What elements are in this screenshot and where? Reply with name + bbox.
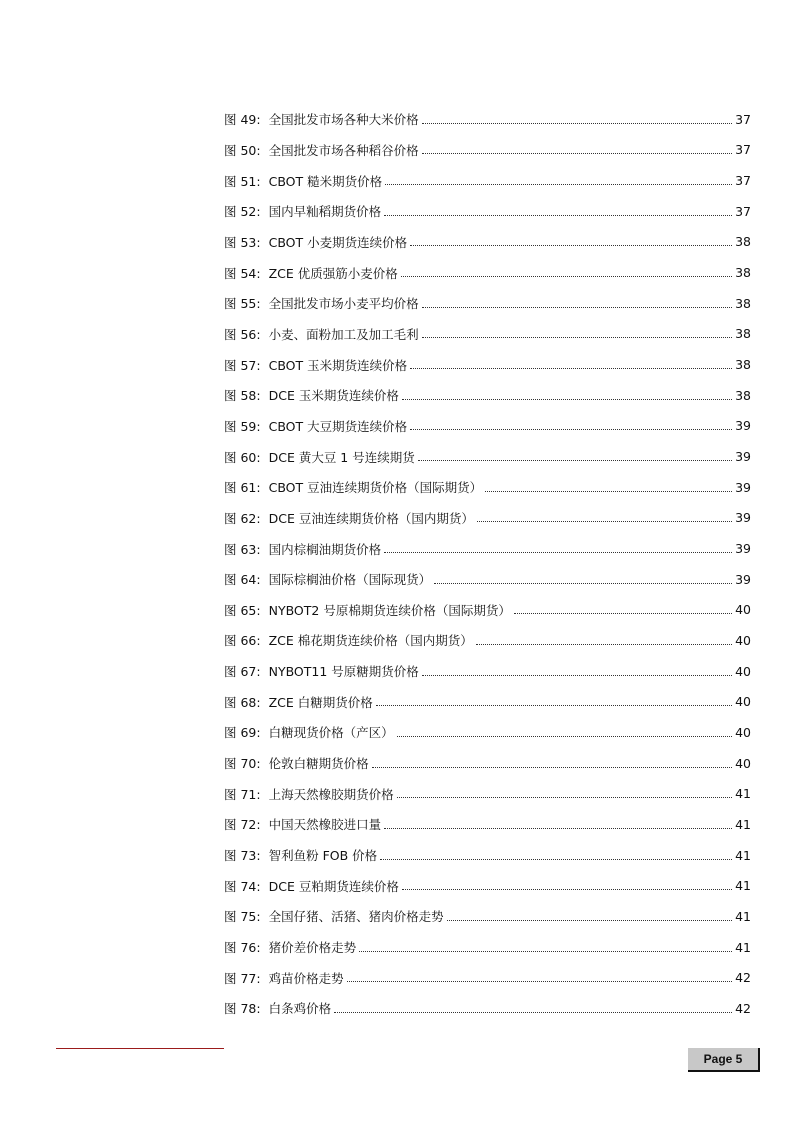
toc-entry-page: 38	[735, 357, 751, 373]
toc-entry-page: 37	[735, 173, 751, 189]
toc-entry-title: CBOT 玉米期货连续价格	[268, 357, 408, 373]
toc-entry-page: 38	[735, 387, 751, 403]
toc-entry-page: 39	[735, 571, 751, 587]
toc-entry[interactable]	[224, 993, 751, 1024]
dot-leader	[485, 491, 732, 492]
toc-entry[interactable]	[224, 135, 751, 166]
toc-entry[interactable]	[224, 656, 751, 687]
dot-leader	[422, 337, 732, 338]
toc-entry[interactable]	[224, 165, 751, 196]
toc-entry-title: 国内早籼稻期货价格	[268, 204, 382, 220]
toc-entry-title: NYBOT11 号原糖期货价格	[268, 664, 419, 680]
toc-entry-page: 41	[735, 939, 751, 955]
toc-entry[interactable]	[224, 625, 751, 656]
toc-entry-label: 图 72:	[224, 817, 261, 833]
toc-entry[interactable]	[224, 319, 751, 350]
toc-entry-label: 图 61:	[224, 480, 261, 496]
toc-entry[interactable]	[224, 196, 751, 227]
toc-entry-label: 图 55:	[224, 296, 261, 312]
toc-entry-title: 全国批发市场各种稻谷价格	[268, 142, 419, 158]
toc-entry-page: 40	[735, 694, 751, 710]
toc-entry[interactable]	[224, 227, 751, 258]
dot-leader	[422, 123, 732, 124]
toc-entry[interactable]	[224, 748, 751, 779]
toc-entry-title: 鸡苗价格走势	[268, 970, 344, 986]
toc-entry-title: 全国批发市场小麦平均价格	[268, 296, 419, 312]
toc-entry[interactable]	[224, 717, 751, 748]
dot-leader	[384, 828, 732, 829]
toc-entry[interactable]	[224, 686, 751, 717]
toc-entry-title: 中国天然橡胶进口量	[268, 817, 382, 833]
toc-entry-title: CBOT 小麦期货连续价格	[268, 234, 408, 250]
toc-entry[interactable]	[224, 932, 751, 963]
toc-entry-label: 图 75:	[224, 909, 261, 925]
dot-leader	[514, 613, 732, 614]
toc-entry-page: 41	[735, 816, 751, 832]
toc-entry[interactable]	[224, 349, 751, 380]
toc-entry[interactable]	[224, 104, 751, 135]
toc-entry-label: 图 62:	[224, 510, 261, 526]
toc-entry-title: CBOT 大豆期货连续价格	[268, 418, 408, 434]
toc-entry[interactable]	[224, 962, 751, 993]
dot-leader	[410, 245, 732, 246]
dot-leader	[401, 276, 732, 277]
toc-entry-label: 图 70:	[224, 756, 261, 772]
dot-leader	[422, 153, 732, 154]
dot-leader	[402, 399, 732, 400]
toc-entry-label: 图 64:	[224, 572, 261, 588]
toc-entry-label: 图 57:	[224, 357, 261, 373]
toc-entry[interactable]	[224, 411, 751, 442]
toc-entry-title: ZCE 白糖期货价格	[268, 694, 373, 710]
toc-entry[interactable]	[224, 533, 751, 564]
toc-entry-page: 39	[735, 449, 751, 465]
toc-entry-label: 图 58:	[224, 388, 261, 404]
toc-entry-page: 40	[735, 632, 751, 648]
toc-entry-label: 图 76:	[224, 940, 261, 956]
toc-entry-page: 39	[735, 510, 751, 526]
toc-entry-title: DCE 豆粕期货连续价格	[268, 878, 399, 894]
toc-entry-title: 白糖现货价格（产区）	[268, 725, 394, 741]
toc-entry-label: 图 51:	[224, 173, 261, 189]
toc-entry-title: 全国批发市场各种大米价格	[268, 112, 419, 128]
toc-entry-page: 41	[735, 878, 751, 894]
toc-entry-label: 图 78:	[224, 1001, 261, 1017]
toc-entry-title: 伦敦白糖期货价格	[268, 756, 369, 772]
toc-entry-page: 38	[735, 265, 751, 281]
toc-entry[interactable]	[224, 778, 751, 809]
page-number-badge: Page 5	[688, 1048, 760, 1072]
dot-leader	[476, 644, 732, 645]
toc-entry-page: 40	[735, 602, 751, 618]
dot-leader	[402, 889, 732, 890]
dot-leader	[372, 767, 732, 768]
toc-entry-title: NYBOT2 号原棉期货连续价格（国际期货）	[268, 602, 511, 618]
toc-entry-label: 图 53:	[224, 234, 261, 250]
toc-entry-page: 41	[735, 908, 751, 924]
toc-entry-page: 41	[735, 786, 751, 802]
toc-entry-page: 38	[735, 234, 751, 250]
toc-entry-title: 国际棕榈油价格（国际现货）	[268, 572, 432, 588]
toc-entry-label: 图 50:	[224, 142, 261, 158]
toc-entry-page: 40	[735, 663, 751, 679]
toc-entry-label: 图 49:	[224, 112, 261, 128]
toc-entry-title: ZCE 优质强筋小麦价格	[268, 265, 398, 281]
toc-entry[interactable]	[224, 257, 751, 288]
toc-entry-page: 38	[735, 326, 751, 342]
dot-leader	[434, 583, 732, 584]
toc-entry-label: 图 73:	[224, 848, 261, 864]
toc-entry-label: 图 65:	[224, 602, 261, 618]
toc-entry[interactable]	[224, 870, 751, 901]
toc-entry-page: 37	[735, 142, 751, 158]
toc-entry-title: 白条鸡价格	[268, 1001, 332, 1017]
toc-entry-title: DCE 黄大豆 1 号连续期货	[268, 449, 415, 465]
toc-entry-title: CBOT 豆油连续期货价格（国际期货）	[268, 480, 483, 496]
toc-entry[interactable]	[224, 288, 751, 319]
dot-leader	[359, 951, 732, 952]
toc-entry[interactable]	[224, 840, 751, 871]
toc-entry-label: 图 59:	[224, 418, 261, 434]
toc-entry-title: 智利鱼粉 FOB 价格	[268, 848, 378, 864]
toc-entry[interactable]	[224, 441, 751, 472]
toc-entry-page: 40	[735, 755, 751, 771]
toc-entry-label: 图 77:	[224, 970, 261, 986]
toc-entry[interactable]	[224, 472, 751, 503]
dot-leader	[422, 307, 732, 308]
toc-entry-title: DCE 玉米期货连续价格	[268, 388, 399, 404]
toc-entry-page: 39	[735, 418, 751, 434]
dot-leader	[376, 705, 732, 706]
dot-leader	[347, 981, 732, 982]
dot-leader	[477, 521, 732, 522]
footer-rule	[56, 1048, 224, 1049]
toc-entry-label: 图 71:	[224, 786, 261, 802]
toc-entry-page: 41	[735, 847, 751, 863]
toc-entry-label: 图 67:	[224, 664, 261, 680]
toc-entry[interactable]	[224, 809, 751, 840]
toc-entry-page: 37	[735, 203, 751, 219]
toc-entry-title: 上海天然橡胶期货价格	[268, 786, 394, 802]
dot-leader	[410, 429, 732, 430]
dot-leader	[447, 920, 732, 921]
toc-entry[interactable]	[224, 503, 751, 534]
toc-entry-label: 图 63:	[224, 541, 261, 557]
dot-leader	[384, 215, 732, 216]
toc-entry-title: 全国仔猪、活猪、猪肉价格走势	[268, 909, 444, 925]
toc-entry-label: 图 54:	[224, 265, 261, 281]
dot-leader	[397, 736, 732, 737]
toc-entry-title: ZCE 棉花期货连续价格（国内期货）	[268, 633, 473, 649]
toc-entry[interactable]	[224, 564, 751, 595]
dot-leader	[380, 859, 732, 860]
dot-leader	[334, 1012, 732, 1013]
toc-entry-title: DCE 豆油连续期货价格（国内期货）	[268, 510, 474, 526]
dot-leader	[410, 368, 732, 369]
toc-entry-label: 图 66:	[224, 633, 261, 649]
toc-entry-title: 小麦、面粉加工及加工毛利	[268, 326, 419, 342]
toc-entry-page: 39	[735, 479, 751, 495]
toc-entry-label: 图 74:	[224, 878, 261, 894]
toc-entry-page: 39	[735, 541, 751, 557]
toc-entry-page: 42	[735, 1000, 751, 1016]
dot-leader	[385, 184, 732, 185]
toc-entry-page: 42	[735, 970, 751, 986]
toc-entry-title: 猪价差价格走势	[268, 940, 357, 956]
toc-entry-page: 38	[735, 295, 751, 311]
dot-leader	[418, 460, 732, 461]
toc-entry-label: 图 68:	[224, 694, 261, 710]
toc-entry-label: 图 56:	[224, 326, 261, 342]
table-of-figures	[224, 104, 751, 1024]
toc-entry[interactable]	[224, 380, 751, 411]
toc-entry-page: 40	[735, 724, 751, 740]
toc-entry-page: 37	[735, 111, 751, 127]
toc-entry-label: 图 69:	[224, 725, 261, 741]
toc-entry-title: CBOT 糙米期货价格	[268, 173, 383, 189]
dot-leader	[422, 675, 732, 676]
dot-leader	[397, 797, 732, 798]
toc-entry-label: 图 52:	[224, 204, 261, 220]
toc-entry[interactable]	[224, 901, 751, 932]
toc-entry-title: 国内棕榈油期货价格	[268, 541, 382, 557]
toc-entry-label: 图 60:	[224, 449, 261, 465]
toc-entry[interactable]	[224, 595, 751, 626]
dot-leader	[384, 552, 732, 553]
